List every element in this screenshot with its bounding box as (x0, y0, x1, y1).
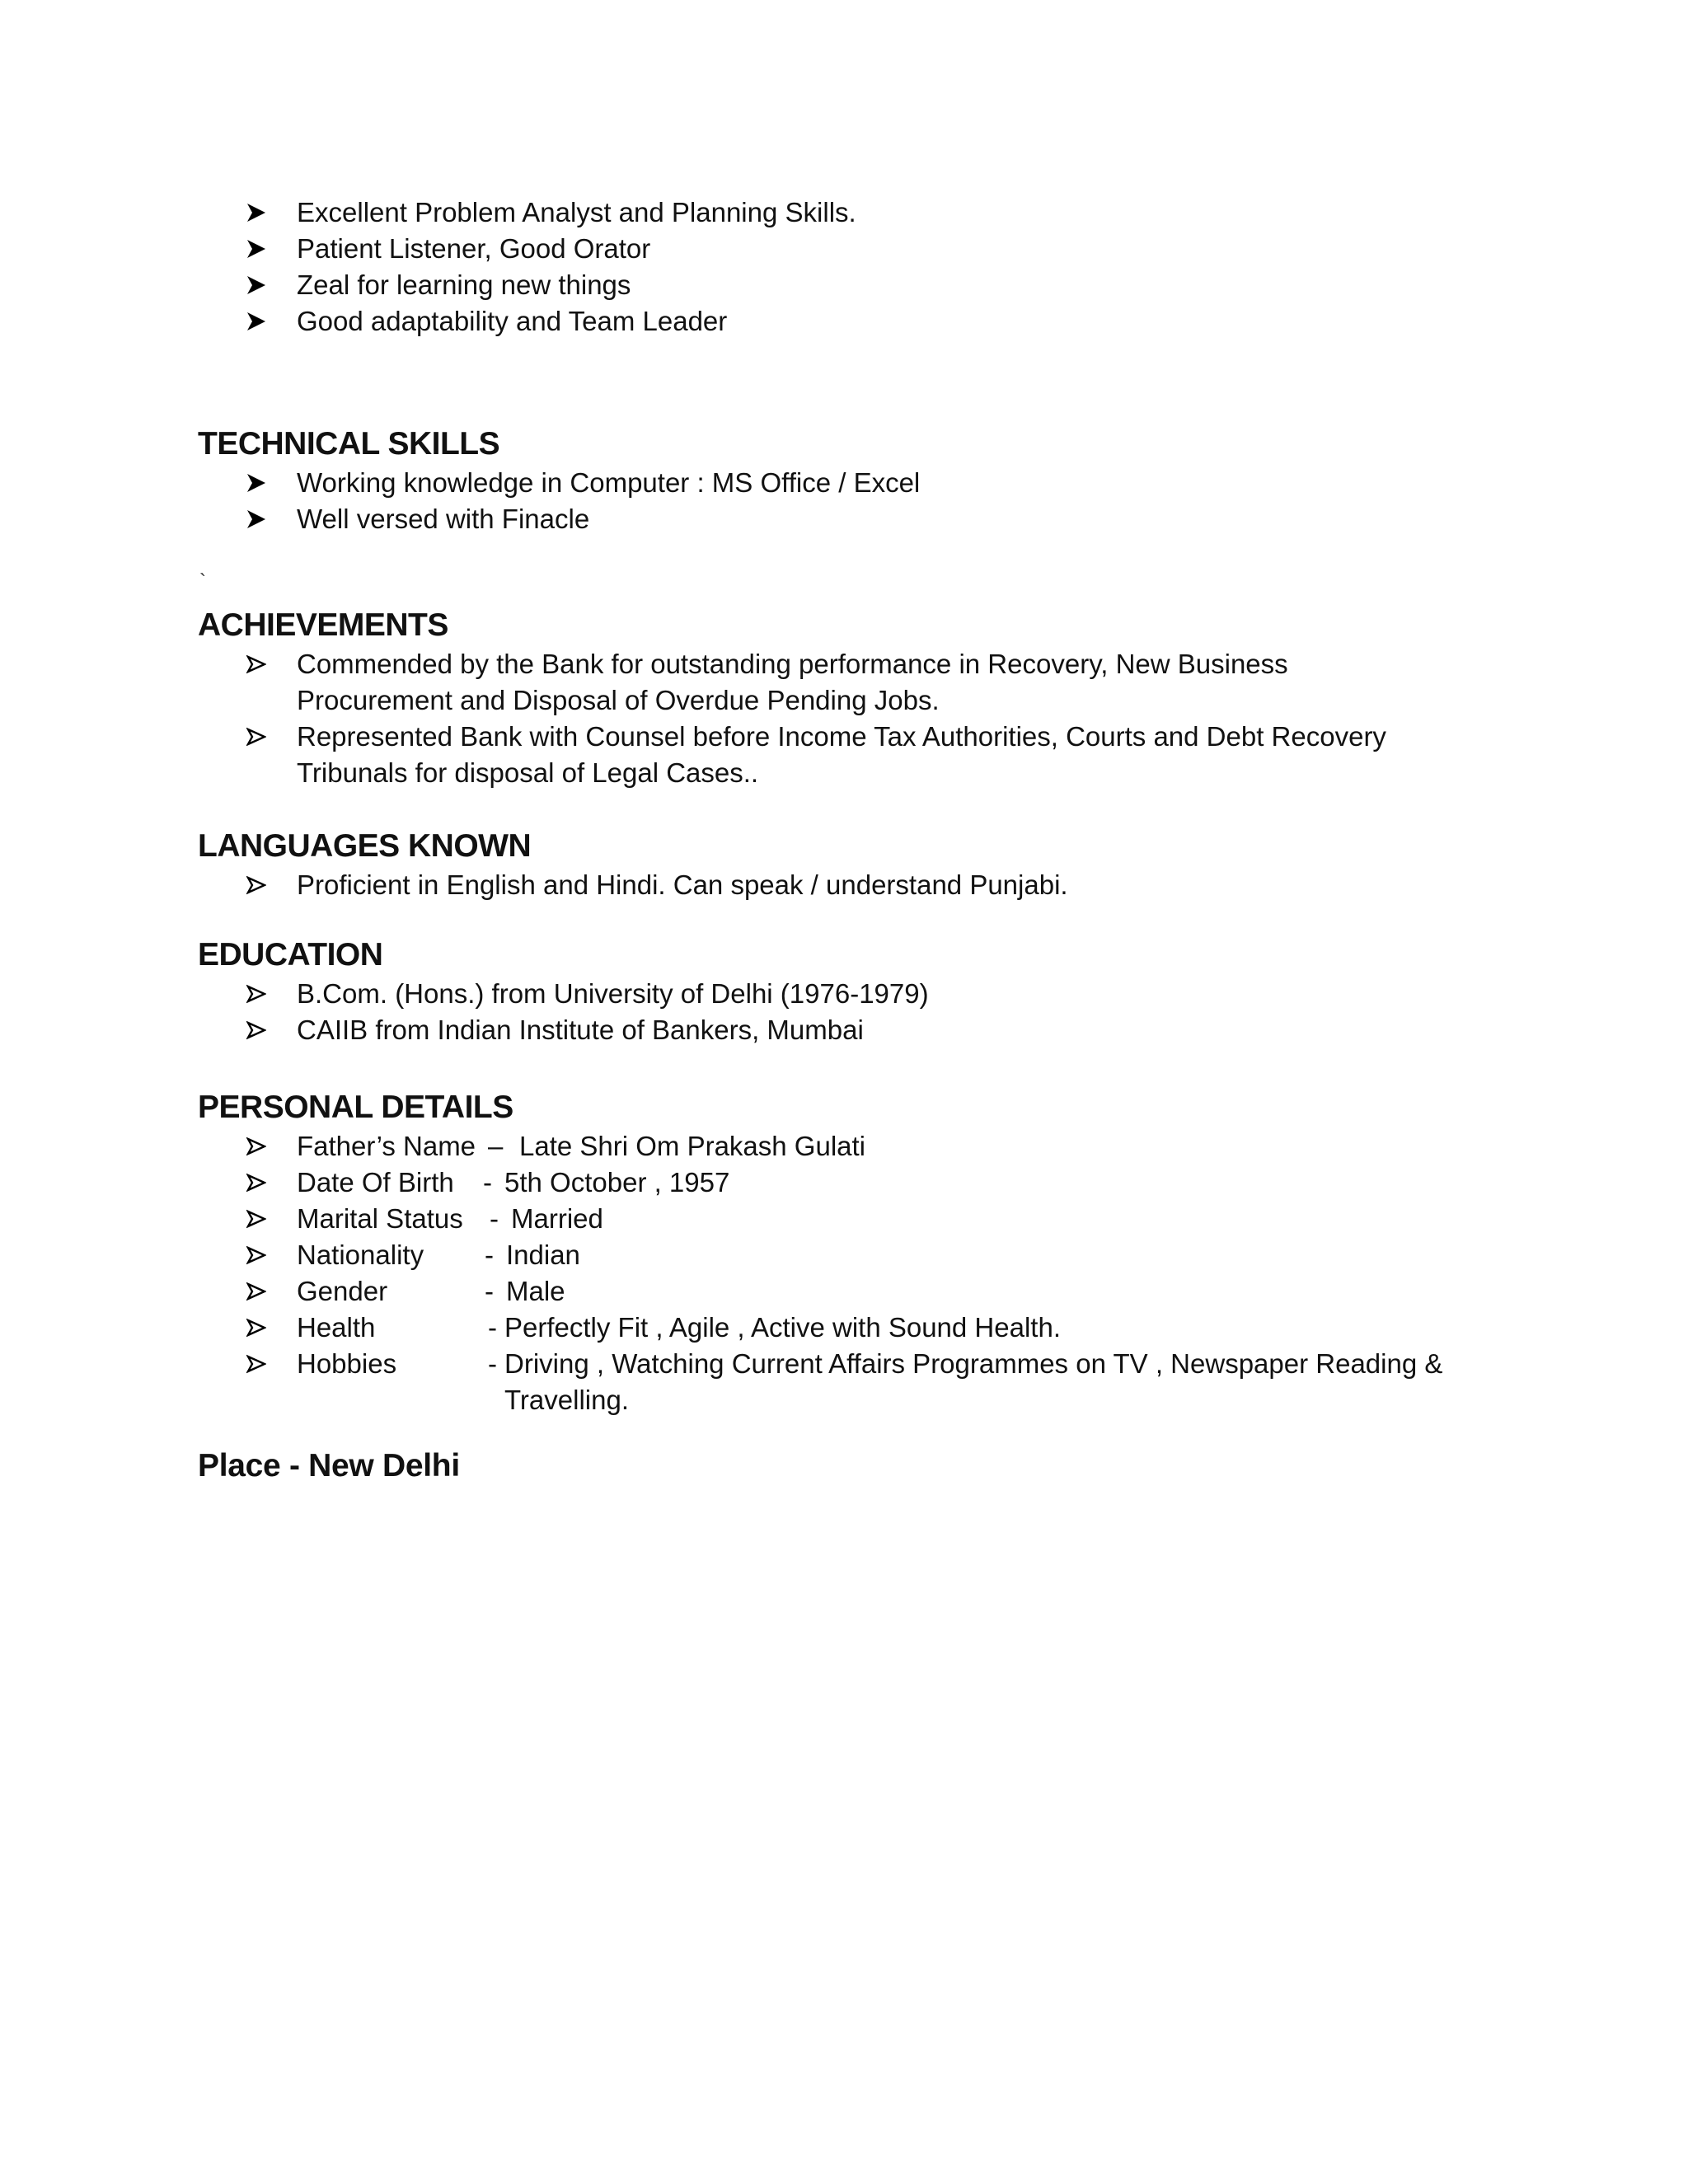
list-item-text: Good adaptability and Team Leader (297, 306, 728, 336)
arrow-outline-bullet-icon (242, 1165, 270, 1201)
detail-separator: - (488, 1312, 497, 1343)
detail-separator: - (485, 1276, 494, 1306)
section-heading-achievements: ACHIEVEMENTS (198, 607, 448, 643)
personal-detail-row (0, 1346, 1688, 1418)
arrow-outline-bullet-icon (242, 719, 270, 755)
list-item (0, 1012, 1688, 1048)
detail-value: Male (506, 1276, 565, 1306)
personal-detail-row (0, 1201, 1688, 1237)
section-heading-education: EDUCATION (198, 937, 383, 972)
arrow-outline-bullet-icon (242, 1012, 270, 1048)
arrow-bullet-icon (242, 231, 270, 267)
arrow-outline-bullet-icon (242, 1128, 270, 1165)
arrow-outline-bullet-icon (242, 1310, 270, 1346)
arrow-outline-bullet-icon (242, 1273, 270, 1310)
detail-value: 5th October , 1957 (504, 1167, 730, 1197)
list-item (0, 231, 1688, 267)
detail-separator: – (488, 1131, 504, 1161)
list-item-text: Represented Bank with Counsel before Income Tax Authorities, Courts and Debt Recovery Tribunals for disposal of Legal Cases.. (297, 721, 1386, 788)
list-item-text: Patient Listener, Good Orator (297, 233, 651, 264)
place-line: Place - New Delhi (198, 1448, 460, 1483)
list-item-text: Working knowledge in Computer : MS Office / Excel (297, 467, 921, 498)
list-item-text: B.Com. (Hons.) from University of Delhi (1976-1979) (297, 978, 929, 1009)
stray-mark: ` (199, 570, 206, 593)
personal-detail-row (0, 1273, 1688, 1310)
arrow-bullet-icon (242, 267, 270, 303)
list-item-text: CAIIB from Indian Institute of Bankers, Mumbai (297, 1015, 864, 1045)
list-item (0, 646, 1688, 719)
section-heading-languages: LANGUAGES KNOWN (198, 828, 532, 864)
detail-separator: - (485, 1240, 494, 1270)
detail-label: Hobbies (297, 1348, 397, 1379)
detail-value: Driving , Watching Current Affairs Programmes on TV , Newspaper Reading & Travelling. (504, 1348, 1443, 1415)
arrow-bullet-icon (242, 465, 270, 501)
detail-label: Gender (297, 1276, 388, 1306)
arrow-outline-bullet-icon (242, 867, 270, 903)
section-heading-personal-details: PERSONAL DETAILS (198, 1090, 513, 1125)
list-item (0, 303, 1688, 340)
personal-detail-row (0, 1237, 1688, 1273)
detail-value: Late Shri Om Prakash Gulati (519, 1131, 866, 1161)
arrow-outline-bullet-icon (242, 1346, 270, 1382)
list-item (0, 267, 1688, 303)
list-item (0, 867, 1688, 903)
section-heading-technical-skills: TECHNICAL SKILLS (198, 426, 500, 462)
list-item-text: Commended by the Bank for outstanding performance in Recovery, New Business Procurement and Disposal of Overdue Pending Jobs. (297, 649, 1288, 715)
detail-value: Married (511, 1203, 603, 1234)
personal-detail-row (0, 1128, 1688, 1165)
arrow-outline-bullet-icon (242, 1201, 270, 1237)
list-item (0, 194, 1688, 231)
list-item (0, 501, 1688, 537)
list-item-text: Zeal for learning new things (297, 269, 631, 300)
list-item (0, 465, 1688, 501)
arrow-bullet-icon (242, 501, 270, 537)
arrow-bullet-icon (242, 194, 270, 231)
arrow-bullet-icon (242, 303, 270, 340)
personal-detail-row (0, 1165, 1688, 1201)
arrow-outline-bullet-icon (242, 646, 270, 682)
arrow-outline-bullet-icon (242, 976, 270, 1012)
detail-separator: - (488, 1348, 497, 1379)
detail-label: Father’s Name (297, 1131, 476, 1161)
detail-separator: - (483, 1167, 492, 1197)
detail-label: Health (297, 1312, 376, 1343)
detail-label: Nationality (297, 1240, 424, 1270)
personal-detail-row (0, 1310, 1688, 1346)
list-item-text: Well versed with Finacle (297, 504, 590, 534)
detail-label: Date Of Birth (297, 1167, 454, 1197)
detail-value: Perfectly Fit , Agile , Active with Sound Health. (504, 1312, 1061, 1343)
list-item-text: Excellent Problem Analyst and Planning Skills. (297, 197, 856, 227)
detail-label: Marital Status (297, 1203, 463, 1234)
list-item (0, 719, 1688, 791)
detail-separator: - (490, 1203, 499, 1234)
list-item-text: Proficient in English and Hindi. Can speak / understand Punjabi. (297, 869, 1068, 900)
detail-value: Indian (506, 1240, 580, 1270)
list-item (0, 976, 1688, 1012)
arrow-outline-bullet-icon (242, 1237, 270, 1273)
